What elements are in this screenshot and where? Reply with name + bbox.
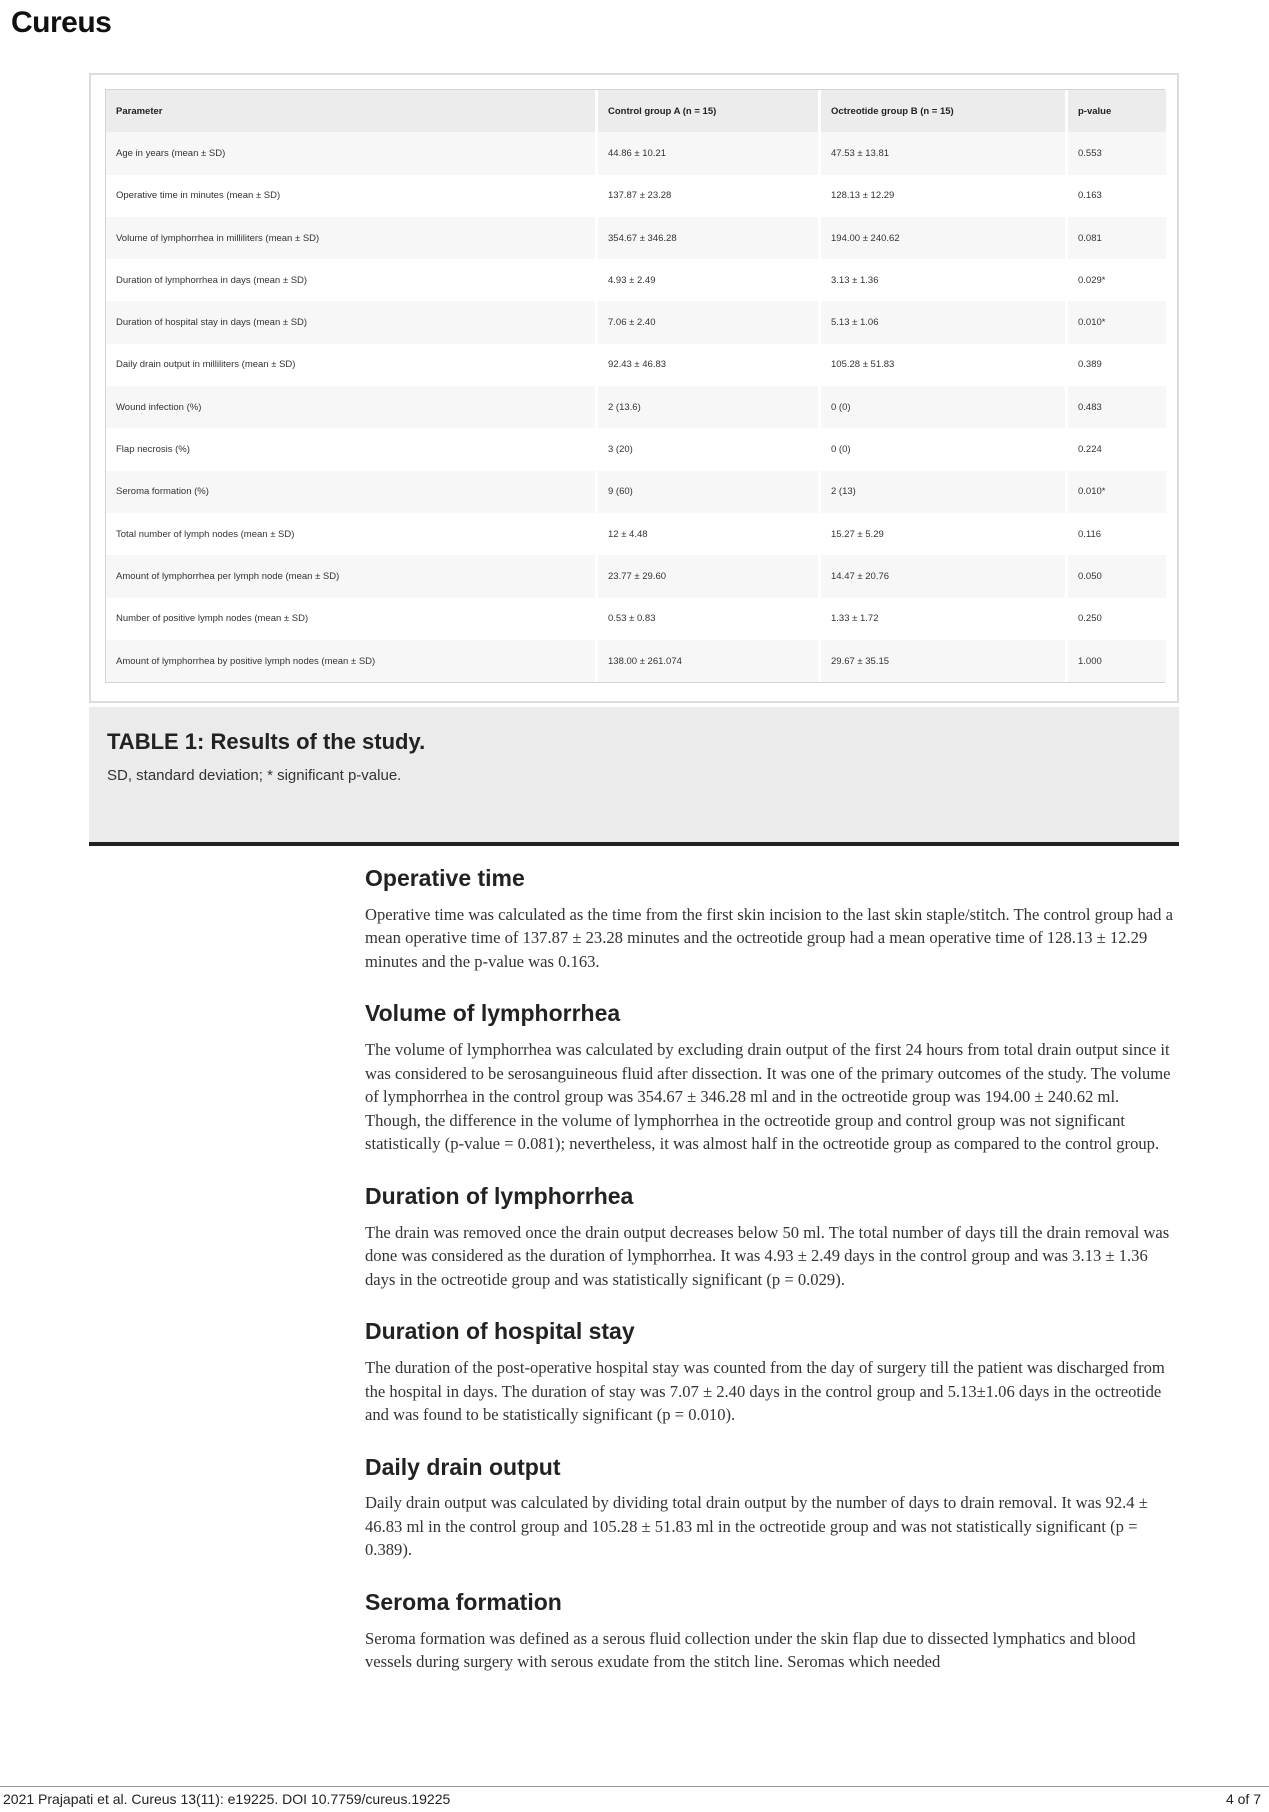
column-header-control-group: Control group A (n = 15) [598, 90, 821, 132]
table-row [106, 132, 1166, 174]
section-duration-of-lymphorrhea [365, 1183, 1173, 1291]
table-cell-octreotide: 128.13 ± 12.29 [821, 175, 1068, 217]
table-cell-parameter: Amount of lymphorrhea per lymph node (mean ± SD) [106, 555, 598, 597]
table-cell-parameter: Operative time in minutes (mean ± SD) [106, 175, 598, 217]
section-paragraph: The drain was removed once the drain output decreases below 50 ml. The total number of days till the drain removal was done was considered as the duration of lymphorrhea. It was 4.93 ± 2.49 days in the control group and was 3.13 ± 1.36 days in the octreotide group and was statistically significant (p = 0.029). [365, 1222, 1170, 1289]
table-cell-control: 92.43 ± 46.83 [598, 344, 821, 386]
table-row [106, 386, 1166, 428]
table-cell-octreotide: 47.53 ± 13.81 [821, 132, 1068, 174]
table-cell-parameter: Duration of lymphorrhea in days (mean ± SD) [106, 259, 598, 301]
table-cell-octreotide: 105.28 ± 51.83 [821, 344, 1068, 386]
table-row [106, 555, 1166, 597]
table-cell-octreotide: 1.33 ± 1.72 [821, 598, 1068, 640]
table-cell-control: 137.87 ± 23.28 [598, 175, 821, 217]
table-cell-control: 12 ± 4.48 [598, 513, 821, 555]
section-paragraph: The duration of the post-operative hospital stay was counted from the day of surgery till the patient was discharged from the hospital in days. The duration of stay was 7.07 ± 2.40 days in the control group and 5.13±1.06 days in the octreotide and was found to be statistically significant (p = 0.010). [365, 1357, 1165, 1425]
section-heading: Duration of hospital stay [365, 1318, 635, 1345]
table-cell-control: 9 (60) [598, 471, 821, 513]
footer-citation: 2021 Prajapati et al. Cureus 13(11): e19225. DOI 10.7759/cureus.19225 [3, 1791, 451, 1807]
section-paragraph: The volume of lymphorrhea was calculated by excluding drain output of the first 24 hours from total drain output since it was considered to be serosanguineous fluid after dissection. It was one of the primary outcomes of the study. The volume of lymphorrhea in the control group was 354.67 ± 346.28 ml and in the octreotide group was 194.00 ± 240.62 ml. Though, the difference in the volume of lymphorrhea in the octreotide group and control group was not significant statistically (p-value = 0.081); nevertheless, it was almost half in the octreotide group as compared to the control group. [365, 1039, 1171, 1154]
table-cell-control: 4.93 ± 2.49 [598, 259, 821, 301]
caption-divider [89, 842, 1179, 846]
results-table-frame [89, 73, 1179, 703]
results-table-container [105, 89, 1165, 683]
article-body [365, 865, 1173, 1701]
section-paragraph: Seroma formation was defined as a serous fluid collection under the skin flap due to dissected lymphatics and blood vessels during surgery with serous exudate from the stitch line. Seromas which needed [365, 1628, 1136, 1672]
table-cell-p-value: 0.250 [1068, 598, 1166, 640]
table-cell-parameter: Volume of lymphorrhea in milliliters (mean ± SD) [106, 217, 598, 259]
table-cell-control: 354.67 ± 346.28 [598, 217, 821, 259]
table-cell-parameter: Age in years (mean ± SD) [106, 132, 598, 174]
table-row [106, 598, 1166, 640]
table-cell-parameter: Duration of hospital stay in days (mean ± SD) [106, 301, 598, 343]
table-row [106, 471, 1166, 513]
table-row [106, 428, 1166, 470]
table-cell-p-value: 0.389 [1068, 344, 1166, 386]
table-cell-octreotide: 194.00 ± 240.62 [821, 217, 1068, 259]
table-cell-p-value: 0.050 [1068, 555, 1166, 597]
table-cell-octreotide: 3.13 ± 1.36 [821, 259, 1068, 301]
section-heading: Volume of lymphorrhea [365, 1000, 621, 1027]
section-operative-time [365, 865, 1173, 973]
table-cell-parameter: Total number of lymph nodes (mean ± SD) [106, 513, 598, 555]
table-cell-p-value: 0.029* [1068, 259, 1166, 301]
section-paragraph: Daily drain output was calculated by dividing total drain output by the number of days to drain removal. It was 92.4 ± 46.83 ml in the control group and 105.28 ± 51.83 ml in the octreotide group and was not statistically significant (p = 0.389). [365, 1493, 1148, 1560]
section-heading: Operative time [365, 865, 525, 891]
table-cell-parameter: Seroma formation (%) [106, 471, 598, 513]
table-row [106, 513, 1166, 555]
table-row [106, 259, 1166, 301]
column-header-octreotide-group: Octreotide group B (n = 15) [821, 90, 1068, 132]
table-cell-control: 138.00 ± 261.074 [598, 640, 821, 682]
table-cell-parameter: Wound infection (%) [106, 386, 598, 428]
table-caption-note: SD, standard deviation; * significant p-value. [107, 767, 402, 784]
table-cell-octreotide: 14.47 ± 20.76 [821, 555, 1068, 597]
section-daily-drain-output [365, 1454, 1173, 1562]
section-heading: Daily drain output [365, 1453, 561, 1480]
table-row [106, 344, 1166, 386]
table-row [106, 640, 1166, 682]
table-cell-octreotide: 15.27 ± 5.29 [821, 513, 1068, 555]
table-row [106, 175, 1166, 217]
table-cell-control: 0.53 ± 0.83 [598, 598, 821, 640]
section-heading: Duration of lymphorrhea [365, 1182, 634, 1209]
table-caption [89, 707, 1179, 844]
table-cell-p-value: 0.010* [1068, 301, 1166, 343]
table-cell-control: 3 (20) [598, 428, 821, 470]
column-header-parameter: Parameter [106, 90, 598, 132]
journal-logo: Cureus [11, 6, 112, 39]
table-cell-octreotide: 5.13 ± 1.06 [821, 301, 1068, 343]
table-cell-control: 2 (13.6) [598, 386, 821, 428]
table-cell-p-value: 0.010* [1068, 471, 1166, 513]
table-cell-p-value: 0.163 [1068, 175, 1166, 217]
table-cell-p-value: 0.224 [1068, 428, 1166, 470]
section-duration-of-hospital-stay [365, 1318, 1173, 1426]
table-cell-parameter: Daily drain output in milliliters (mean ± SD) [106, 344, 598, 386]
results-table [106, 90, 1166, 682]
column-header-p-value: p-value [1068, 90, 1166, 132]
table-cell-p-value: 0.081 [1068, 217, 1166, 259]
section-seroma-formation [365, 1589, 1173, 1674]
table-cell-octreotide: 0 (0) [821, 428, 1068, 470]
table-header-row [106, 90, 1166, 132]
table-cell-parameter: Flap necrosis (%) [106, 428, 598, 470]
table-cell-p-value: 0.553 [1068, 132, 1166, 174]
section-paragraph: Operative time was calculated as the time from the first skin incision to the last skin staple/stitch. The control group had a mean operative time of 137.87 ± 23.28 minutes and the octreotide group had a mean operative time of 128.13 ± 12.29 minutes and the p-value was 0.163. [365, 904, 1173, 971]
section-volume-of-lymphorrhea [365, 1000, 1173, 1156]
table-row [106, 301, 1166, 343]
table-caption-title: TABLE 1: Results of the study. [107, 729, 426, 754]
footer-divider [0, 1786, 1269, 1787]
table-cell-octreotide: 0 (0) [821, 386, 1068, 428]
table-cell-parameter: Number of positive lymph nodes (mean ± SD) [106, 598, 598, 640]
table-cell-octreotide: 2 (13) [821, 471, 1068, 513]
table-cell-parameter: Amount of lymphorrhea by positive lymph nodes (mean ± SD) [106, 640, 598, 682]
table-cell-p-value: 0.483 [1068, 386, 1166, 428]
table-row [106, 217, 1166, 259]
section-heading: Seroma formation [365, 1589, 562, 1616]
page-number: 4 of 7 [1225, 1791, 1261, 1807]
table-cell-p-value: 0.116 [1068, 513, 1166, 555]
table-cell-control: 7.06 ± 2.40 [598, 301, 821, 343]
table-cell-control: 23.77 ± 29.60 [598, 555, 821, 597]
table-cell-octreotide: 29.67 ± 35.15 [821, 640, 1068, 682]
table-cell-control: 44.86 ± 10.21 [598, 132, 821, 174]
table-cell-p-value: 1.000 [1068, 640, 1166, 682]
